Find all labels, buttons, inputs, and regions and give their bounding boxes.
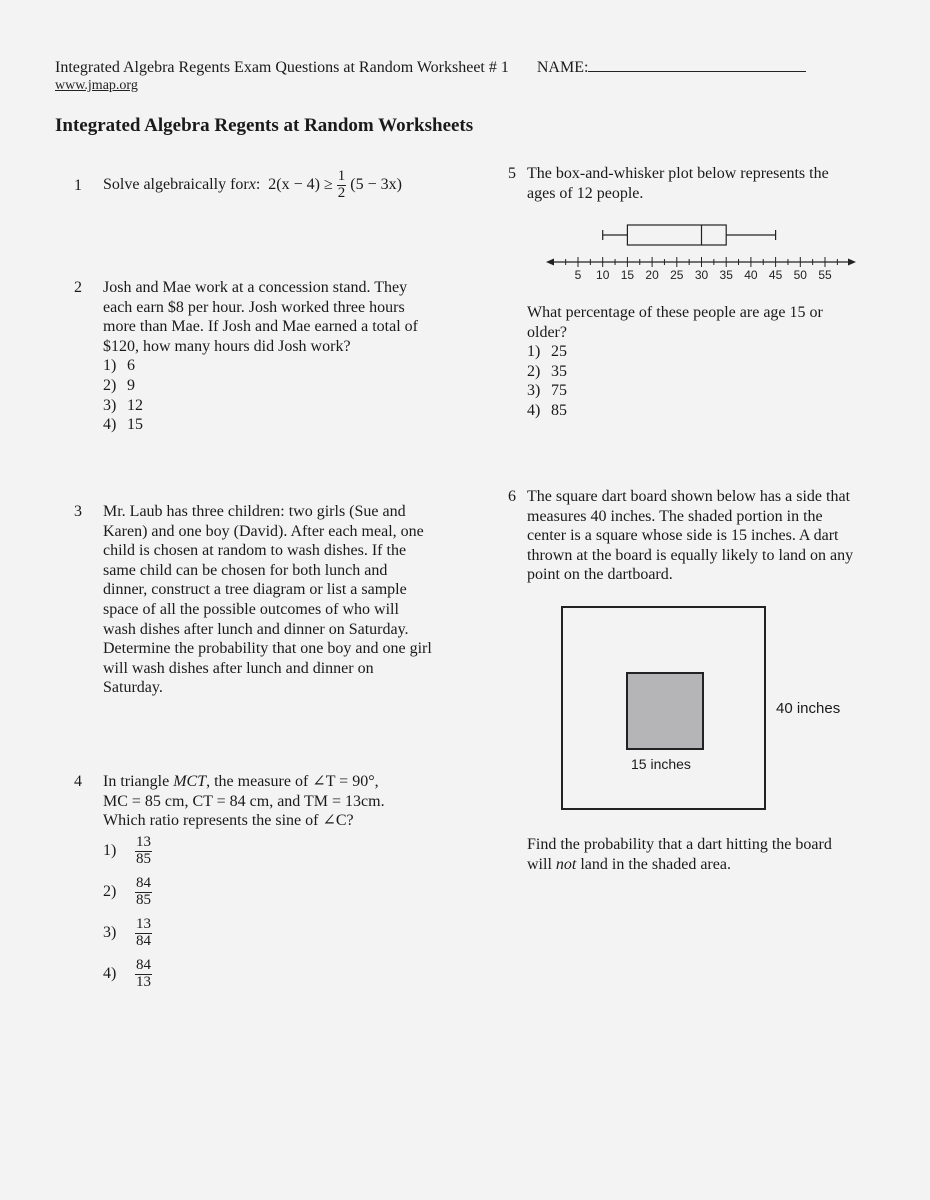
q1-colon: :: [255, 176, 261, 194]
question-number: 1: [74, 177, 82, 194]
q1-lhs: 2(x − 4) ≥: [268, 176, 333, 194]
worksheet-page: Integrated Algebra Regents Exam Questions at Random Worksheet # 1 NAME: www.jmap.org Integrated Algebra Regents at Random Worksheets 1 Solve algebraically for x : 2(x − 4) ≥ $\frac{1}{2}$ (5 − 3x) 2 Josh and Mae work at a concession stand. They each earn $8 per hour. Josh worked three hours more than Mae. If Josh and Mae earned a total of $120, how many hours did Josh work? 1) 6 2) 9 3) 12 4) 15 3 Mr. Laub has three children: two girls (Sue and Karen) and one boy (David). After each meal, one child is chosen at random to wash dishes. If the same child can be chosen for both lunch and dinner, construct a tree diagram or list a sample space of all the possible outcomes of who will wash dishes after lunch and dinner on Saturday. Determine the probability that one boy and one girl will wash dishes after lunch and dinner on Saturday. 4 In triangle MCT, the measure of ∠T = 90°, MC = 85 cm, CT = 84 cm, and TM = 13cm. Which ratio represents the sine of ∠C? 1) $\frac{13}{85}$ 2) $\frac{84}{85}$ 3) $\frac{13}{84}$ 4) $\frac{84}{13}$ 5 The box-and-whisker plot below represents the ages of 12 people. 5 10 15 20 25 30 35 40 45 50 55 What percentage of these people are age 15 or older? 1) 25 2) 35 3) 75 4) 85 6 The square dart board shown below has a side that measures 40 inches. The shaded portion in the center is a square whose side is 15 inches. A dart thrown at the board is equally likely to land on any point on the dartboard. 15 inches 40 inches Find the probability that a dart hitting the board will not land in the shaded area.: [0, 0, 930, 1200]
tick-labels: [575, 268, 832, 282]
axis-right-arrow: [848, 259, 856, 266]
q2-line: Josh and Mae work at a concession stand. They: [103, 279, 408, 296]
q4-option-2[interactable]: 2) $\frac{84}{85}$: [103, 875, 151, 908]
question-number: 2: [74, 279, 82, 296]
q2-line: $120, how many hours did Josh work?: [103, 337, 351, 355]
q6-line: The square dart board shown below has a side that: [527, 488, 851, 505]
q6-line: center is a square whose side is 15 inches. A dart: [527, 527, 839, 545]
worksheet-header: [55, 57, 806, 77]
outer-side-label: 40 inches: [776, 700, 841, 717]
q5-option-2[interactable]: 2) 35: [527, 362, 567, 380]
worksheet-title: Integrated Algebra Regents Exam Questions at Random Worksheet # 1: [55, 59, 509, 76]
name-label: NAME:: [536, 59, 589, 76]
q3-line: will wash dishes after lunch and dinner on: [103, 659, 374, 677]
tick-label: 55: [818, 268, 832, 282]
axis-left-arrow: [546, 259, 554, 266]
q3-line: child is chosen at random to wash dishes. If the: [103, 542, 407, 560]
tick-label: 40: [744, 268, 758, 282]
q5-line: ages of 12 people.: [527, 184, 644, 202]
question-5-prompt: [527, 303, 907, 421]
question-number: 6: [508, 488, 516, 505]
q2-line: more than Mae. If Josh and Mae earned a total of: [103, 318, 418, 336]
source-url[interactable]: www.jmap.org: [55, 78, 138, 93]
q3-line: Karen) and one boy (David). After each meal, one: [103, 522, 424, 540]
q2-option-3[interactable]: 3) 12: [103, 396, 143, 414]
tick-label: 35: [719, 268, 733, 282]
q2-option-1[interactable]: 1) 6: [103, 357, 135, 375]
tick-label: 15: [620, 268, 635, 282]
q6-line: point on the dartboard.: [527, 566, 673, 584]
emphasis-not: not: [555, 855, 577, 873]
q4-option-4[interactable]: 4) $\frac{84}{13}$: [103, 957, 151, 990]
q3-line: same child can be chosen for both lunch and: [103, 561, 388, 579]
q3-line: dinner, construct a tree diagram or list a sample: [103, 581, 407, 599]
tick-label: 50: [793, 268, 807, 282]
q3-line: wash dishes after lunch and dinner on Saturday.: [103, 620, 409, 638]
shaded-square: [626, 672, 704, 750]
dart-board: [561, 606, 766, 810]
inner-side-label: 15 inches: [631, 756, 691, 772]
q1-fraction: $\frac{1}{2}$: [337, 167, 346, 201]
q4-option-3[interactable]: 3) $\frac{13}{84}$: [103, 916, 151, 949]
question-number: 3: [74, 503, 82, 520]
tick-label: 20: [645, 268, 659, 282]
q4-line: MC = 85 cm, CT = 84 cm, and TM = 13cm.: [103, 792, 385, 810]
page-heading: Integrated Algebra Regents at Random Worksheets: [55, 115, 474, 136]
question-number: 5: [508, 165, 516, 182]
box-and-whisker-plot: [540, 212, 860, 284]
q5-option-1[interactable]: 1) 25: [527, 343, 567, 361]
tick-label: 5: [574, 268, 582, 282]
q2-line: each earn $8 per hour. Josh worked three hours: [103, 298, 405, 316]
q5-question-line: older?: [527, 323, 567, 341]
q4-line: Which ratio represents the sine of ∠C?: [103, 812, 354, 830]
q3-line: Determine the probability that one boy and one girl: [103, 640, 432, 658]
q1-rhs: (5 − 3x): [350, 176, 402, 194]
tick-label: 25: [670, 268, 684, 282]
q5-option-4[interactable]: 4) 85: [527, 401, 567, 419]
q3-line: Mr. Laub has three children: two girls (Sue and: [103, 503, 406, 520]
q3-line: Saturday.: [103, 679, 163, 697]
tick-label: 45: [768, 268, 783, 282]
q3-line: space of all the possible outcomes of who will: [103, 600, 399, 618]
triangle-name: MCT: [173, 773, 207, 790]
q1-var: x: [248, 176, 256, 194]
q2-option-2[interactable]: 2) 9: [103, 376, 135, 394]
tick-label: 30: [694, 268, 709, 282]
q6-line: measures 40 inches. The shaded portion in the: [527, 507, 823, 525]
q5-option-3[interactable]: 3) 75: [527, 382, 567, 400]
q5-question-line: What percentage of these people are age 15 or: [527, 304, 823, 321]
question-number: 4: [74, 773, 82, 790]
interquartile-box: [627, 225, 726, 245]
question-6-prompt: Find the probability that a dart hitting the board will not land in the shaded area.: [527, 835, 907, 874]
q6-line: thrown at the board is equally likely to land on any: [527, 546, 854, 564]
q4-option-1[interactable]: 1) $\frac{13}{85}$: [103, 834, 151, 867]
box-plot: [603, 225, 776, 245]
q1-prefix: Solve algebraically for: [103, 176, 249, 194]
q5-line: The box-and-whisker plot below represents the: [527, 165, 829, 182]
tick-label: 10: [596, 268, 610, 282]
q6-question-line: Find the probability that a dart hitting the board: [527, 836, 832, 853]
name-blank[interactable]: [588, 57, 806, 72]
q2-option-4[interactable]: 4) 15: [103, 416, 143, 434]
number-line: [546, 257, 856, 267]
